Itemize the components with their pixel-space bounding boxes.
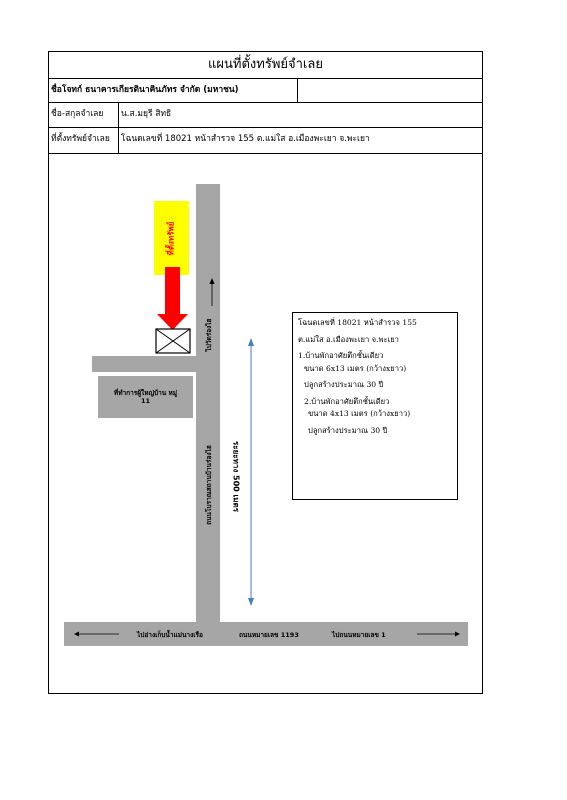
info-line-7: ขนาด 4x13 เมตร (กว้างxยาว) (308, 409, 411, 418)
defendant-label: ชื่อ-สกุลจำเลย (49, 103, 119, 127)
plaintiff-row (49, 79, 482, 103)
plaintiff-label: ชื่อโจทก์ ธนาคารเกียรตินาคินภัทร จำกัด (มหาชน) (49, 79, 298, 102)
house-icon (156, 329, 190, 353)
distance-label: ระยะทาง 500 เมตร (231, 440, 241, 513)
red-arrow-head (157, 314, 188, 330)
bottom-left-label: ไปอ่างเก็บน้ำแม่นางเรือ (137, 631, 203, 639)
road-direction-label: ไปวัดร่องไฮ (205, 318, 213, 352)
bottom-mid-label: ถนนหมายเลข 1193 (239, 631, 299, 639)
location-label: ที่ตั้งทรัพย์จำเลย (49, 128, 119, 153)
property-label: ที่ตั้งทรัพย์ (166, 221, 176, 256)
village-office-label: ที่ทำการผู้ใหญ่บ้าน หมู่ 11 (113, 389, 178, 405)
sheet-title: แผนที่ตั้งทรัพย์จำเลย (49, 52, 482, 79)
bottom-left-arrow (74, 632, 119, 637)
lane-label: ถนนโบราณสถานบ้านร่องไฮ (205, 445, 213, 525)
map-sheet (48, 51, 483, 694)
info-line-2: ต.แม่ใส อ.เมืองพะเยา จ.พะเยา (298, 334, 399, 344)
info-line-6: 2.บ้านพักอาศัยตึกชั้นเดียว (304, 396, 390, 406)
bottom-right-label: ไปถนนหมายเลข 1 (332, 631, 386, 639)
location-row (49, 128, 482, 154)
location-map (49, 154, 482, 693)
defendant-row (49, 103, 482, 128)
location-value: โฉนดเลขที่ 18021 หน้าสำรวจ 155 ต.แม่ใส อ.เมืองพะเยา จ.พะเยา (121, 134, 370, 144)
info-line-8: ปลูกสร้างประมาณ 30 ปี (308, 425, 388, 435)
info-line-3: 1.บ้านพักอาศัยตึกชั้นเดียว (298, 351, 384, 360)
defendant-value: น.ส.มยุรี สิทธิ (121, 109, 172, 119)
bottom-right-arrow (417, 632, 460, 637)
red-arrow-shaft (165, 267, 180, 314)
property-info-box (292, 312, 458, 500)
info-line-5: ปลูกสร้างประมาณ 30 ปี (304, 380, 384, 389)
info-line-4: ขนาด 6x13 เมตร (กว้างxยาว) (304, 363, 407, 373)
distance-arrow (248, 338, 254, 606)
info-line-1: โฉนดเลขที่ 18021 หน้าสำรวจ 155 (298, 318, 417, 327)
